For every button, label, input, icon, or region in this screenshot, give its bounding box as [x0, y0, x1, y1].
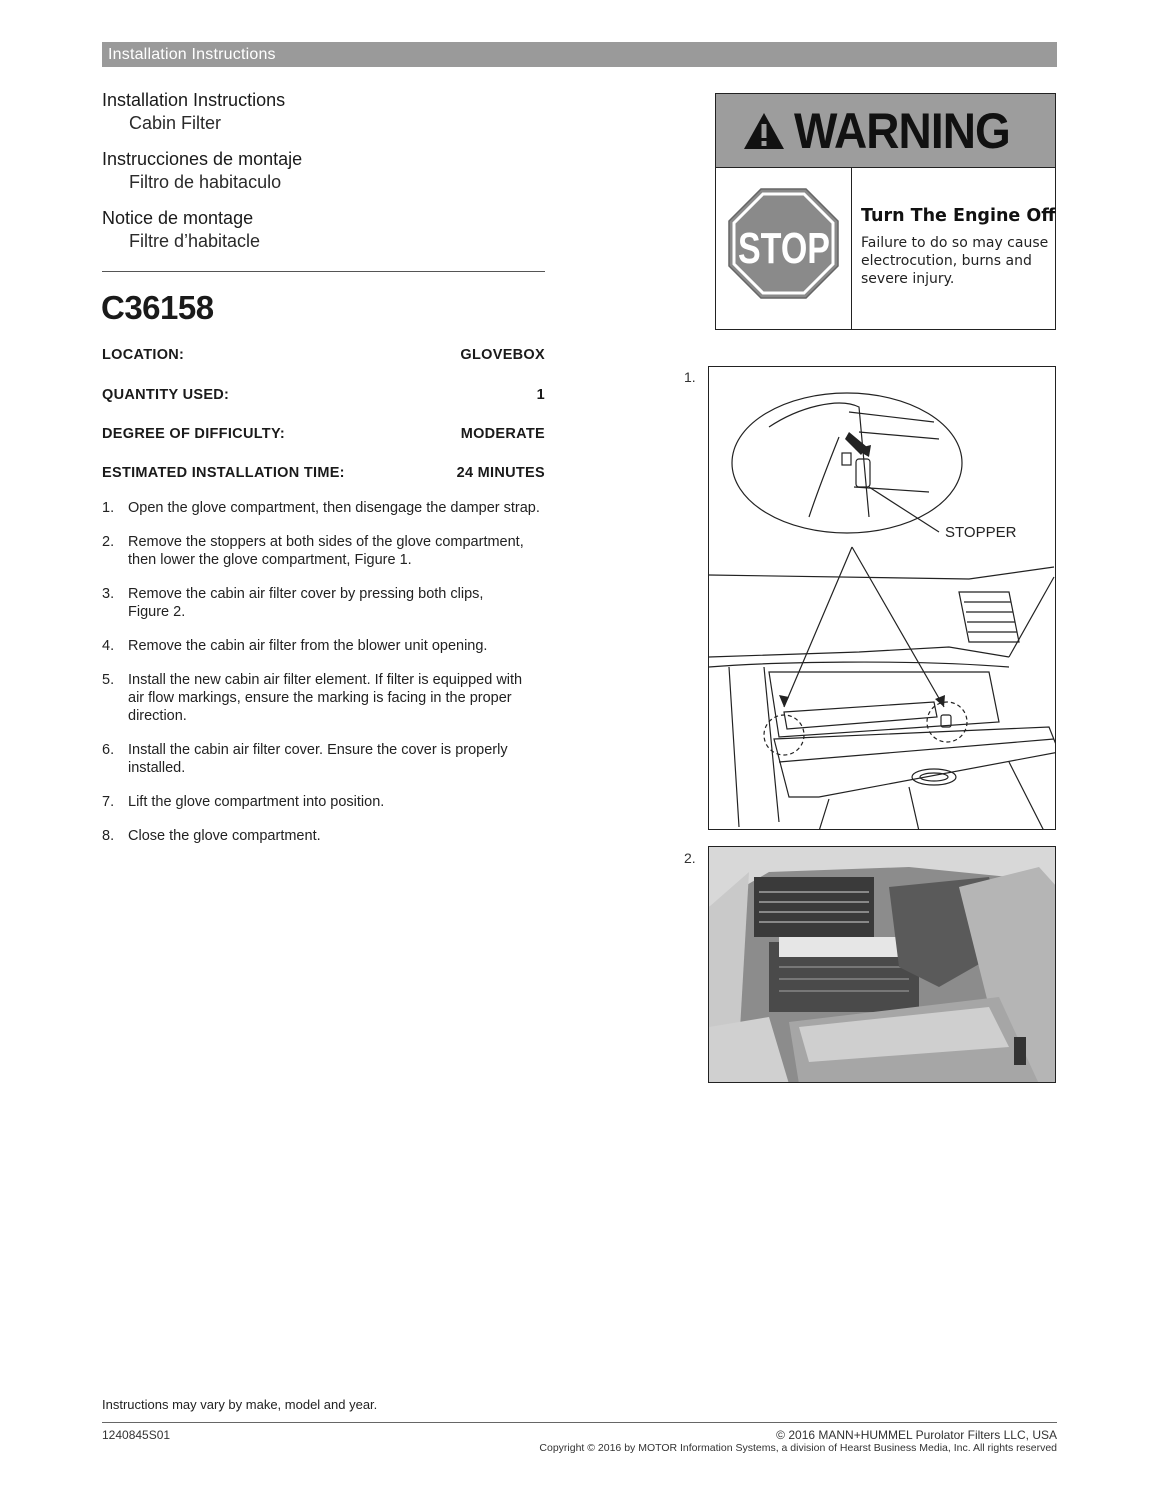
step-item [102, 637, 552, 655]
step-item [102, 499, 552, 517]
spec-row-location [102, 347, 545, 363]
step-text: Remove the cabin air filter from the blower unit opening. [128, 638, 488, 654]
step-number: 6. [102, 742, 115, 758]
spec-value: 1 [536, 387, 545, 403]
step-item [102, 793, 552, 811]
instruction-steps [102, 499, 552, 861]
header-bar [102, 42, 1057, 67]
step-number: 3. [102, 586, 115, 602]
language-title: Installation Instructions [102, 90, 286, 110]
spec-value: MODERATE [460, 426, 545, 442]
spec-label: ESTIMATED INSTALLATION TIME: [102, 465, 345, 481]
warning-box [715, 93, 1056, 330]
step-item [102, 827, 552, 845]
language-subtitle: Cabin Filter [129, 113, 222, 133]
stop-sign-icon [716, 168, 852, 329]
stopper-callout: STOPPER [945, 524, 1017, 541]
step-text: Open the glove compartment, then disengage the damper strap. [128, 500, 540, 516]
spec-row-difficulty [102, 426, 545, 442]
language-block-english [102, 89, 285, 135]
copyright-motor: Copyright © 2016 by MOTOR Information Systems, a division of Hearst Business Media, Inc. All rights reserved [539, 1442, 1057, 1454]
step-text: Close the glove compartment. [128, 828, 321, 844]
step-number: 7. [102, 794, 115, 810]
spec-label: LOCATION: [102, 347, 185, 363]
step-item [102, 585, 552, 621]
step-text: Remove the cabin air filter cover by pressing both clips, Figure 2. [128, 586, 484, 620]
footer-divider [102, 1422, 1057, 1423]
step-text: Install the new cabin air filter element. If filter is equipped with air flow markings, ensure the marking is facing in the proper direction. [128, 672, 523, 724]
glovebox-diagram [709, 367, 1056, 830]
warning-text [861, 206, 1056, 288]
figure-1 [708, 366, 1056, 830]
step-number: 8. [102, 828, 115, 844]
step-number: 4. [102, 638, 115, 654]
stop-sign-text: STOP [738, 224, 830, 273]
language-title: Notice de montage [102, 208, 254, 228]
warning-body: Failure to do so may cause electrocution, burns and severe injury. [861, 235, 1049, 287]
step-number: 1. [102, 500, 115, 516]
footer-note: Instructions may vary by make, model and year. [102, 1397, 378, 1412]
language-subtitle: Filtre d’habitacle [129, 231, 261, 251]
spec-row-time [102, 465, 545, 481]
stop-sign-cell [716, 168, 852, 329]
language-block-spanish [102, 148, 302, 194]
step-number: 2. [102, 534, 115, 550]
spec-value: GLOVEBOX [460, 347, 545, 363]
figure-2 [708, 846, 1056, 1083]
language-subtitle: Filtro de habitaculo [129, 172, 282, 192]
filter-cover-photo [709, 847, 1056, 1083]
warning-triangle-icon [742, 111, 786, 151]
copyright-main: © 2016 MANN+HUMMEL Purolator Filters LLC, USA [776, 1428, 1057, 1442]
language-block-french [102, 207, 260, 253]
step-text: Remove the stoppers at both sides of the glove compartment, then lower the glove compartment, Figure 1. [128, 534, 524, 568]
warning-title: Turn The Engine Off [861, 206, 1056, 226]
spec-label: DEGREE OF DIFFICULTY: [102, 426, 285, 442]
figure-1-label: 1. [684, 369, 696, 385]
step-number: 5. [102, 672, 115, 688]
step-text: Lift the glove compartment into position. [128, 794, 385, 810]
section-divider [102, 271, 545, 272]
document-id: 1240845S01 [102, 1428, 171, 1442]
warning-header [716, 94, 1055, 168]
step-item [102, 533, 552, 569]
header-title: Installation Instructions [108, 46, 276, 63]
part-number: C36158 [101, 289, 214, 326]
language-title: Instrucciones de montaje [102, 149, 303, 169]
warning-heading: WARNING [794, 102, 1011, 159]
step-text: Install the cabin air filter cover. Ensure the cover is properly installed. [128, 742, 508, 776]
step-item [102, 671, 552, 725]
spec-label: QUANTITY USED: [102, 387, 230, 403]
spec-row-quantity [102, 387, 545, 403]
figure-2-label: 2. [684, 850, 696, 866]
step-item [102, 741, 552, 777]
spec-value: 24 MINUTES [456, 465, 545, 481]
